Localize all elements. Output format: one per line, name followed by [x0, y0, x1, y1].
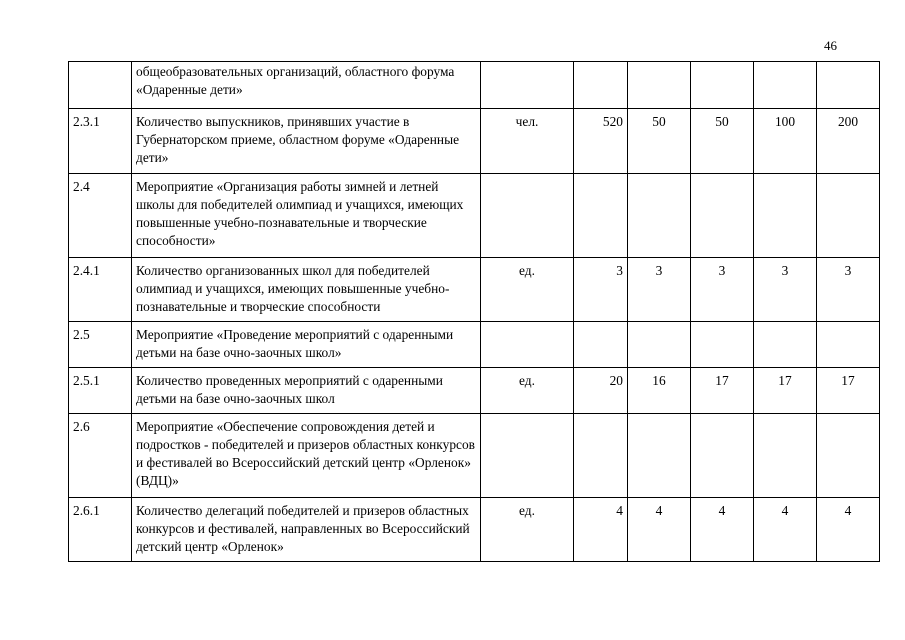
row-value-cell-5: 4: [817, 498, 880, 562]
row-value-cell-5: 3: [817, 258, 880, 322]
row-value-cell-3: [691, 414, 754, 498]
row-name-cell: Количество делегаций победителей и призеров областных конкурсов и фестивалей, направленных во Всероссийский детский центр «Орленок»: [132, 498, 481, 562]
row-name-cell: Мероприятие «Организация работы зимней и летней школы для победителей олимпиад и учащихся, имеющих повышенные учебно-познавательные и творческие способности»: [132, 174, 481, 258]
row-value-cell-5: [817, 174, 880, 258]
row-value-cell-4: 3: [754, 258, 817, 322]
row-value-cell-1: 20: [574, 368, 628, 414]
row-value-cell-4: 17: [754, 368, 817, 414]
row-value-cell-2: [628, 414, 691, 498]
row-value-cell-3: [691, 174, 754, 258]
row-value-cell-1: [574, 174, 628, 258]
row-number-cell: 2.5: [69, 322, 132, 368]
table-row: [69, 322, 880, 368]
row-name-cell: Количество проведенных мероприятий с одаренными детьми на базе очно-заочных школ: [132, 368, 481, 414]
row-number-cell: 2.6: [69, 414, 132, 498]
row-name-cell: Количество выпускников, принявших участие в Губернаторском приеме, областном форуме «Одаренные дети»: [132, 109, 481, 174]
row-unit-cell: [481, 414, 574, 498]
row-number-cell: 2.4.1: [69, 258, 132, 322]
row-name-cell: общеобразовательных организаций, областного форума «Одаренные дети»: [132, 62, 481, 109]
row-value-cell-5: [817, 62, 880, 109]
row-name-cell: Мероприятие «Обеспечение сопровождения детей и подростков - победителей и призеров областных конкурсов и фестивалей во Всероссийский детский центр «Орленок» (ВДЦ)»: [132, 414, 481, 498]
row-value-cell-3: [691, 62, 754, 109]
row-name-cell: Мероприятие «Проведение мероприятий с одаренными детьми на базе очно-заочных школ»: [132, 322, 481, 368]
row-number-cell: 2.4: [69, 174, 132, 258]
row-number-cell: 2.6.1: [69, 498, 132, 562]
row-name-cell: Количество организованных школ для победителей олимпиад и учащихся, имеющих повышенные учебно-познавательные и творческие способности: [132, 258, 481, 322]
table-row: [69, 414, 880, 498]
row-unit-cell: ед.: [481, 498, 574, 562]
row-value-cell-4: 4: [754, 498, 817, 562]
row-value-cell-2: 16: [628, 368, 691, 414]
row-unit-cell: [481, 62, 574, 109]
row-value-cell-4: [754, 62, 817, 109]
row-value-cell-3: 3: [691, 258, 754, 322]
row-value-cell-4: [754, 414, 817, 498]
indicators-table: [68, 61, 880, 562]
row-value-cell-5: [817, 322, 880, 368]
row-number-cell: 2.3.1: [69, 109, 132, 174]
row-value-cell-2: [628, 322, 691, 368]
row-value-cell-2: 50: [628, 109, 691, 174]
row-value-cell-5: [817, 414, 880, 498]
row-number-cell: [69, 62, 132, 109]
table-row: [69, 368, 880, 414]
row-value-cell-2: 4: [628, 498, 691, 562]
row-value-cell-2: [628, 174, 691, 258]
row-value-cell-1: 520: [574, 109, 628, 174]
row-value-cell-1: 4: [574, 498, 628, 562]
row-value-cell-3: [691, 322, 754, 368]
row-value-cell-3: 4: [691, 498, 754, 562]
row-value-cell-4: [754, 322, 817, 368]
row-unit-cell: [481, 174, 574, 258]
row-value-cell-4: 100: [754, 109, 817, 174]
row-unit-cell: ед.: [481, 368, 574, 414]
page-number: 46: [824, 38, 837, 53]
row-value-cell-1: 3: [574, 258, 628, 322]
row-value-cell-5: 17: [817, 368, 880, 414]
row-value-cell-2: [628, 62, 691, 109]
row-value-cell-3: 17: [691, 368, 754, 414]
row-value-cell-1: [574, 62, 628, 109]
row-value-cell-1: [574, 414, 628, 498]
row-number-cell: 2.5.1: [69, 368, 132, 414]
table-row: [69, 109, 880, 174]
table-row: [69, 498, 880, 562]
row-value-cell-2: 3: [628, 258, 691, 322]
table-row: [69, 174, 880, 258]
row-value-cell-5: 200: [817, 109, 880, 174]
row-value-cell-1: [574, 322, 628, 368]
row-value-cell-4: [754, 174, 817, 258]
row-unit-cell: чел.: [481, 109, 574, 174]
table-row: [69, 258, 880, 322]
table-row: [69, 62, 880, 109]
row-unit-cell: ед.: [481, 258, 574, 322]
row-value-cell-3: 50: [691, 109, 754, 174]
row-unit-cell: [481, 322, 574, 368]
